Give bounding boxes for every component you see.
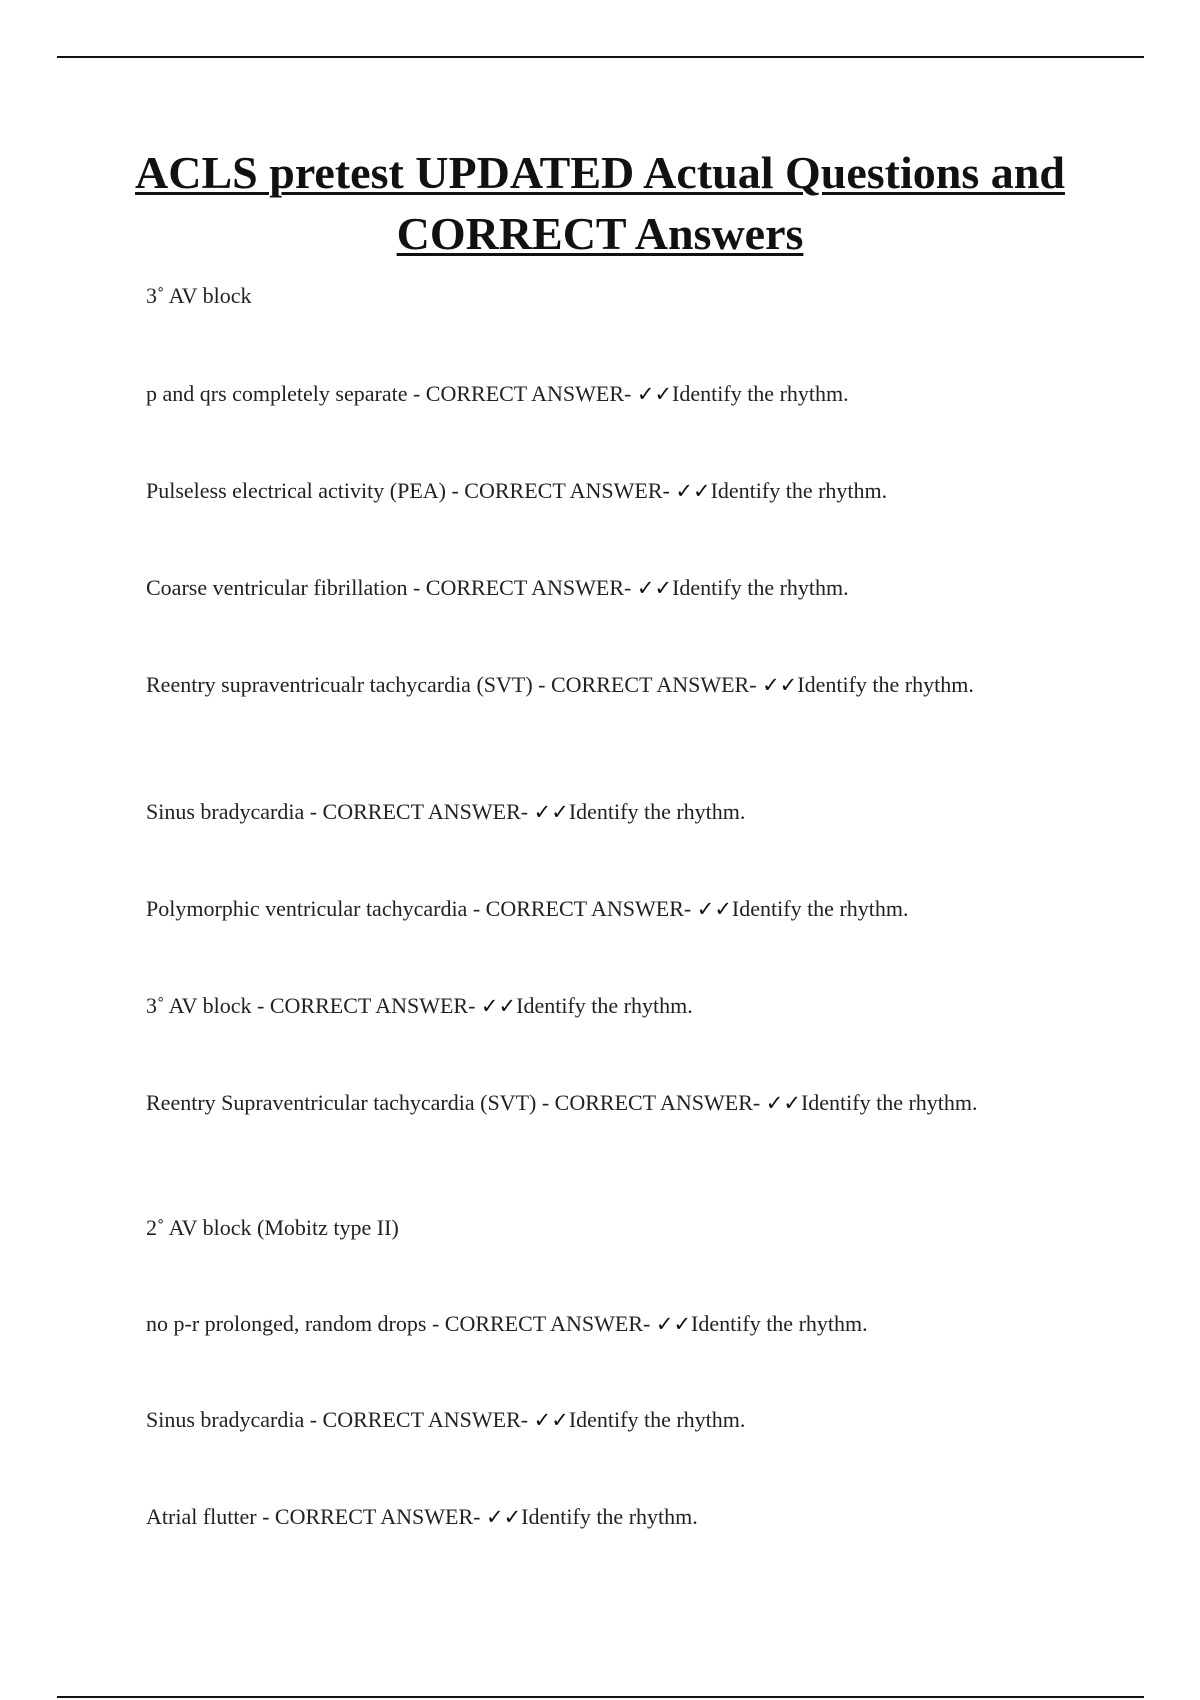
entry-11 xyxy=(146,1307,1026,1341)
check-marks-icon: ✓✓ xyxy=(696,897,732,921)
entry-answer: Identify the rhythm. xyxy=(672,381,849,406)
check-marks-icon: ✓✓ xyxy=(762,673,798,697)
entry-text: Atrial flutter - CORRECT ANSWER- xyxy=(146,1504,486,1529)
entry-2 xyxy=(146,377,1026,411)
entry-text: Pulseless electrical activity (PEA) - CORRECT ANSWER- xyxy=(146,478,676,503)
entry-text: Reentry supraventricualr tachycardia (SVT) - CORRECT ANSWER- xyxy=(146,672,763,697)
entry-answer: Identify the rhythm. xyxy=(797,672,974,697)
check-marks-icon: ✓✓ xyxy=(765,1091,801,1115)
check-marks-icon: ✓✓ xyxy=(533,800,569,824)
entry-text: Sinus bradycardia - CORRECT ANSWER- xyxy=(146,1407,534,1432)
entry-text: p and qrs completely separate - CORRECT ANSWER- xyxy=(146,381,637,406)
check-marks-icon: ✓✓ xyxy=(485,1505,522,1529)
entry-answer: Identify the rhythm. xyxy=(691,1311,868,1336)
bottom-divider xyxy=(57,1696,1144,1698)
entry-answer: Identify the rhythm. xyxy=(521,1504,698,1529)
entry-text: Sinus bradycardia - CORRECT ANSWER- xyxy=(146,799,534,824)
entry-text: Reentry Supraventricular tachycardia (SVT) - CORRECT ANSWER- xyxy=(146,1090,766,1115)
check-marks-icon: ✓✓ xyxy=(655,1312,692,1336)
entry-8 xyxy=(146,989,1026,1023)
entry-13 xyxy=(146,1500,1026,1534)
entry-5 xyxy=(146,668,1026,702)
entry-1 xyxy=(146,279,1026,312)
entry-answer: Identify the rhythm. xyxy=(800,1090,978,1115)
entry-answer: Identify the rhythm. xyxy=(568,1407,746,1432)
entry-answer: Identify the rhythm. xyxy=(568,799,746,824)
entry-12 xyxy=(146,1403,1026,1437)
entry-text: Coarse ventricular fibrillation - CORRECT ANSWER- xyxy=(146,575,637,600)
check-marks-icon: ✓✓ xyxy=(675,479,711,503)
check-marks-icon: ✓✓ xyxy=(480,994,517,1018)
entry-4 xyxy=(146,571,1026,605)
check-marks-icon: ✓✓ xyxy=(636,576,673,600)
check-marks-icon: ✓✓ xyxy=(636,382,673,406)
entry-text: no p-r prolonged, random drops - CORRECT ANSWER- xyxy=(146,1311,656,1336)
check-marks-icon: ✓✓ xyxy=(533,1408,569,1432)
entry-answer: Identify the rhythm. xyxy=(516,993,693,1018)
top-divider xyxy=(57,56,1144,58)
entry-text: 3˚ AV block - CORRECT ANSWER- xyxy=(146,993,481,1018)
entry-9 xyxy=(146,1086,1026,1120)
entry-text: 2˚ AV block (Mobitz type II) xyxy=(146,1215,399,1240)
entry-7 xyxy=(146,892,1026,926)
entry-answer: Identify the rhythm. xyxy=(731,896,909,921)
entry-10 xyxy=(146,1211,1026,1244)
entry-6 xyxy=(146,795,1026,829)
entry-text: 3˚ AV block xyxy=(146,283,252,308)
entry-answer: Identify the rhythm. xyxy=(710,478,888,503)
entry-answer: Identify the rhythm. xyxy=(672,575,849,600)
entry-3 xyxy=(146,474,1026,508)
page-title: ACLS pretest UPDATED Actual Questions and CORRECT Answers xyxy=(135,147,1065,259)
entry-text: Polymorphic ventricular tachycardia - CORRECT ANSWER- xyxy=(146,896,697,921)
